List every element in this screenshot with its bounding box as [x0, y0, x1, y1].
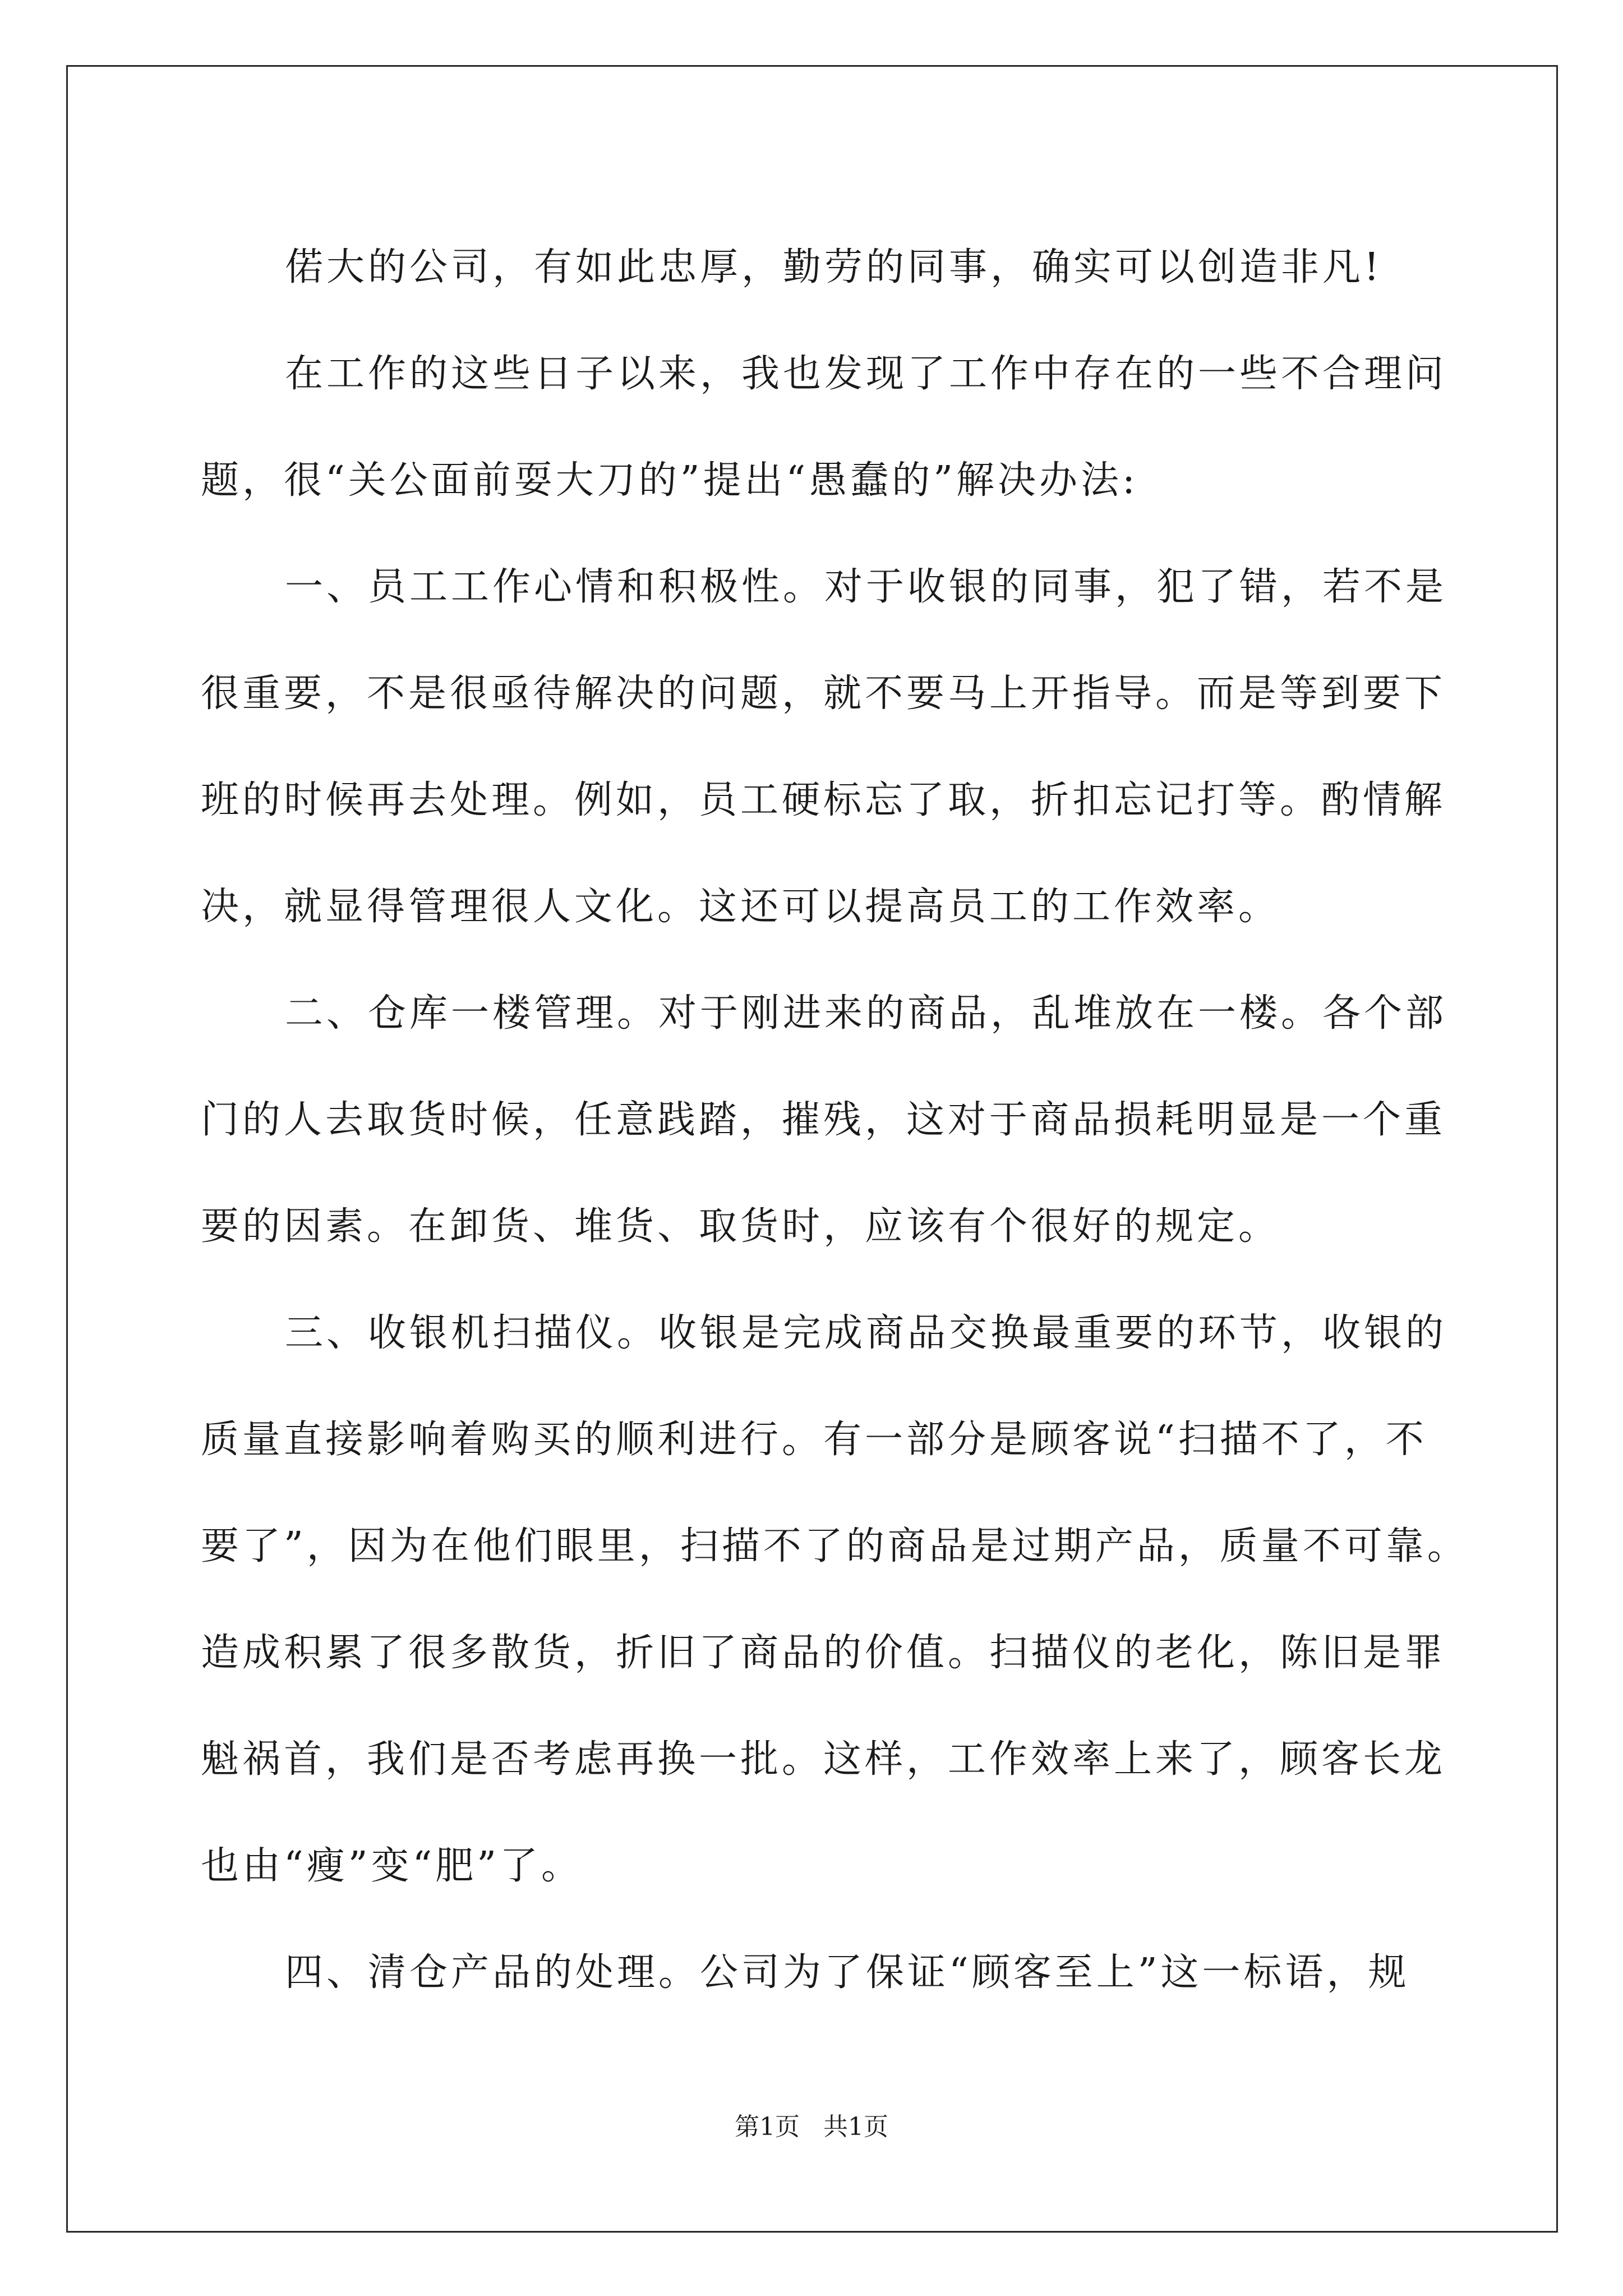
text-line: 也由“瘦”变“肥”了。	[201, 1844, 583, 1888]
text-line: 很重要，不是很亟待解决的问题，就不要马上开指导。而是等到要下	[201, 671, 1446, 716]
text-line: 魁祸首，我们是否考虑再换一批。这样，工作效率上来了，顾客长龙	[201, 1737, 1446, 1782]
text-line: 决，就显得管理很人文化。这还可以提高员工的工作效率。	[201, 885, 1280, 929]
text-line: 造成积累了很多散货，折旧了商品的价值。扫描仪的老化，陈旧是罪	[201, 1631, 1446, 1675]
text-line: 质量直接影响着购买的顺利进行。有一部分是顾客说“扫描不了，不	[201, 1418, 1427, 1462]
text-line: 二、仓库一楼管理。对于刚进来的商品，乱堆放在一楼。各个部	[285, 991, 1447, 1036]
text-line: 班的时候再去处理。例如，员工硬标忘了取，折扣忘记打等。酌情解	[201, 778, 1446, 822]
text-line: 偌大的公司，有如此忠厚，勤劳的同事，确实可以创造非凡!	[285, 245, 1383, 289]
text-line: 要了”，因为在他们眼里，扫描不了的商品是过期产品，质量不可靠。	[201, 1524, 1469, 1568]
text-line: 门的人去取货时候，任意践踏，摧残，这对于商品损耗明显是一个重	[201, 1098, 1446, 1142]
document-body	[201, 214, 1469, 2026]
text-line: 四、清仓产品的处理。公司为了保证“顾客至上”这一标语，规	[285, 1950, 1410, 1995]
text-line: 在工作的这些日子以来，我也发现了工作中存在的一些不合理问	[285, 352, 1447, 396]
text-line: 三、收银机扫描仪。收银是完成商品交换最重要的环节，收银的	[285, 1311, 1447, 1355]
page-footer: 第1页 共1页	[735, 2113, 888, 2141]
text-line: 一、员工工作心情和积极性。对于收银的同事，犯了错，若不是	[285, 565, 1447, 609]
text-line: 题，很“关公面前耍大刀的”提出“愚蠢的”解决办法:	[201, 458, 1138, 503]
text-line: 要的因素。在卸货、堆货、取货时，应该有个很好的规定。	[201, 1204, 1280, 1249]
